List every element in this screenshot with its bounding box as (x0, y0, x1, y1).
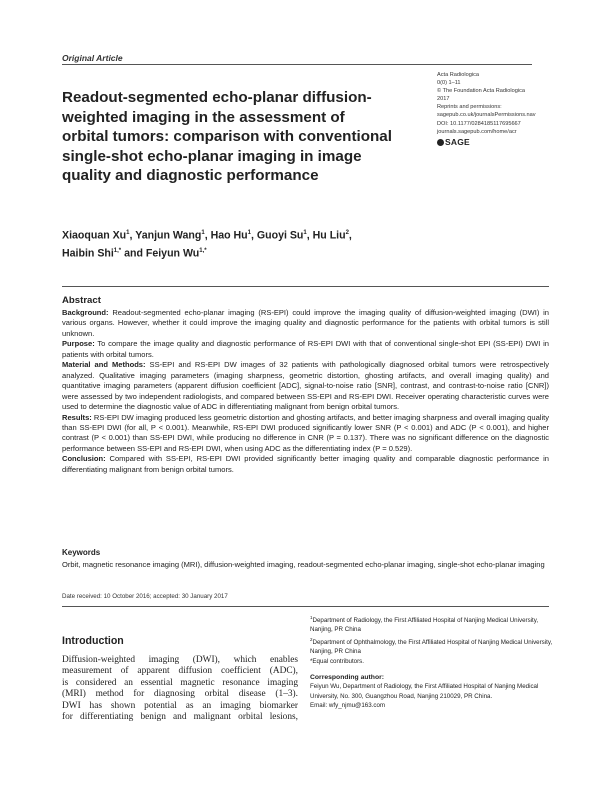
journal-info-line: 0(0) 1–11 (437, 80, 461, 87)
sage-logo-icon (437, 139, 444, 146)
journal-info-line: DOI: 10.1177/0284185117695667 (437, 120, 521, 127)
author-affil-sup: 1 (201, 230, 205, 236)
author-name: Hu Liu (312, 229, 346, 242)
section-text: Compared with SS-EPI, RS-EPI DWI provided significantly better imaging quality and comparable diagnostic performance in differentiating malignant from benign orbital tumors. (62, 454, 549, 474)
affiliation-item (310, 635, 560, 657)
affiliation-item (310, 657, 560, 666)
header-rule (62, 64, 532, 65)
author-separator: , (348, 229, 352, 242)
author-separator: , (204, 229, 211, 242)
corresponding-heading: Corresponding author: (310, 674, 385, 681)
article-title: Readout-segmented echo-planar diffusion-weighted imaging in the assessment of orbital tumors: comparison with conventional single-shot echo-planar imaging in image quality and diagnostic performance (62, 89, 392, 185)
dates-rule (62, 606, 549, 607)
text-line: is considered an essential magnetic resonance imaging (62, 677, 298, 688)
affiliation-item (310, 613, 560, 635)
author-name: Yanjun Wang (135, 229, 202, 242)
author-separator: , (306, 229, 313, 242)
corresponding-email[interactable]: Email: wfy_njmu@163.com (310, 702, 386, 710)
journal-info-line: © The Foundation Acta Radiologica (437, 88, 525, 95)
submission-dates: Date received: 10 October 2016; accepted: 30 January 2017 (62, 593, 228, 600)
section-label: Results: (62, 412, 92, 422)
author-affil-sup: 1,* (199, 248, 207, 255)
section-label: Conclusion: (62, 454, 106, 464)
author-name: Xiaoquan Xu (62, 229, 127, 242)
author-affil-sup: 1 (303, 230, 307, 236)
introduction-heading: Introduction (62, 635, 124, 647)
author-name: Hao Hu (210, 229, 248, 242)
abstract-rule (62, 286, 549, 287)
section-text: To compare the image quality and diagnostic performance of RS-EPI DWI with that of conventional single-shot EPI (SS-EPI) DWI in patients with orbital tumors. (62, 339, 549, 359)
section-text: SS-EPI and RS-EPI DW images of 32 patients with pathologically diagnosed orbital tumors were retrospectively analyzed. Qualitative imaging parameters (imaging sharpness, geometric distortion, ghosting artifacts, and overall imaging quality) and quantitative imaging parameters (apparent diffusion coefficient [ADC], signal-to-noise ratio [SNR], contrast, and contrast-to-noise ratio [CNR]) were assessed by two independent radiologists, and compared between SS-EPI and RS-EPI DWI. Receiver operating characteristic curves were used to determine the diagnostic value of ADC in differentiating malignant from benign orbital tumors. (62, 360, 549, 412)
affiliations (310, 613, 560, 666)
author-separator: , (129, 229, 136, 242)
journal-info-line: 2017 (437, 96, 450, 103)
article-type-label: Original Article (62, 53, 123, 63)
keywords (62, 548, 549, 571)
journal-info-block (437, 71, 557, 146)
abstract-conclusion (62, 454, 549, 475)
text-line: Diffusion-weighted imaging (DWI), which enables (62, 655, 298, 665)
section-text: Readout-segmented echo-planar imaging (RS-EPI) could improve the imaging quality of diffusion-weighted imaging (DWI) in various organs. However, whether it could improve the imaging quality and diagnostic performance for the patients with orbital tumors is still unknown. (62, 308, 549, 338)
abstract (62, 295, 549, 475)
abstract-methods (62, 360, 549, 412)
abstract-heading: Abstract (62, 295, 101, 306)
text-line: measurement of apparent diffusion coefficient (ADC), (62, 666, 298, 677)
affiliation-sup: 2 (310, 636, 313, 642)
author-affil-sup: 2 (345, 230, 349, 236)
abstract-background (62, 308, 549, 339)
introduction-body (62, 655, 298, 724)
author-affil-sup: 1 (247, 230, 251, 236)
text-line: for differentiating benign and malignant orbital lesions, (62, 712, 298, 723)
author-separator: , (251, 229, 257, 242)
abstract-results (62, 413, 549, 455)
corresponding-author (310, 673, 560, 711)
journal-info-line: sagepub.co.uk/journalsPermissions.nav (437, 112, 536, 119)
section-label: Purpose: (62, 339, 95, 349)
section-text: RS-EPI DW imaging produced less geometric distortion and ghosting artifacts, and better imaging sharpness and overall imaging quality than SS-EPI DWI (for all, P < 0.001). Meanwhile, RS-EPI DWI produced significantly lower SNR (P < 0.001) and ADC (P < 0.001), and higher contrast (P < 0.001) than SS-EPI DWI, while producing no difference in CNR (P = 0.137). There was no significant difference on the diagnostic performance between SS-EPI and RS-EPI DWI, when using ADC as the differentiating index (P = 0.529). (62, 412, 549, 453)
sage-logo (437, 138, 557, 146)
corresponding-text: Feiyun Wu, Department of Radiology, the First Affiliated Hospital of Nanjing Medical University, No. 300, Guangzhou Road, Nanjing 210029, PR China. (310, 683, 539, 700)
affiliation-text: Department of Ophthalmology, the First Affiliated Hospital of Nanjing Medical University, Nanjing, PR China (310, 638, 553, 656)
journal-info-line: Reprints and permissions: (437, 104, 502, 111)
author-list (62, 226, 462, 262)
journal-info-line: journals.sagepub.com/home/acr (437, 128, 517, 135)
affiliation-text: *Equal contributors. (310, 657, 364, 665)
author-affil-sup: 1 (126, 230, 130, 236)
keywords-heading: Keywords (62, 548, 101, 557)
author-name: Feiyun Wu (145, 247, 200, 260)
section-label: Material and Methods: (62, 360, 146, 370)
text-line: (MRI) method for diagnosing orbital disease (1–3). (62, 689, 298, 700)
abstract-purpose (62, 339, 549, 360)
keywords-text: Orbit, magnetic resonance imaging (MRI), diffusion-weighted imaging, readout-segmented echo-planar imaging, single-shot echo-planar imaging (62, 560, 545, 570)
author-name: Guoyi Su (256, 229, 304, 242)
journal-info-line: Acta Radiologica (437, 72, 479, 78)
author-name: Haibin Shi (62, 247, 114, 260)
author-separator: and (121, 247, 146, 260)
text-line: DWI has shown potential as an imaging biomarker (62, 700, 298, 711)
author-affil-sup: 1,* (113, 248, 122, 255)
section-label: Background: (62, 308, 109, 317)
affiliation-sup: 1 (310, 615, 313, 620)
sage-logo-text: SAGE (445, 136, 470, 147)
affiliation-text: Department of Radiology, the First Affiliated Hospital of Nanjing Medical University, Nanjing, PR China (310, 617, 539, 634)
